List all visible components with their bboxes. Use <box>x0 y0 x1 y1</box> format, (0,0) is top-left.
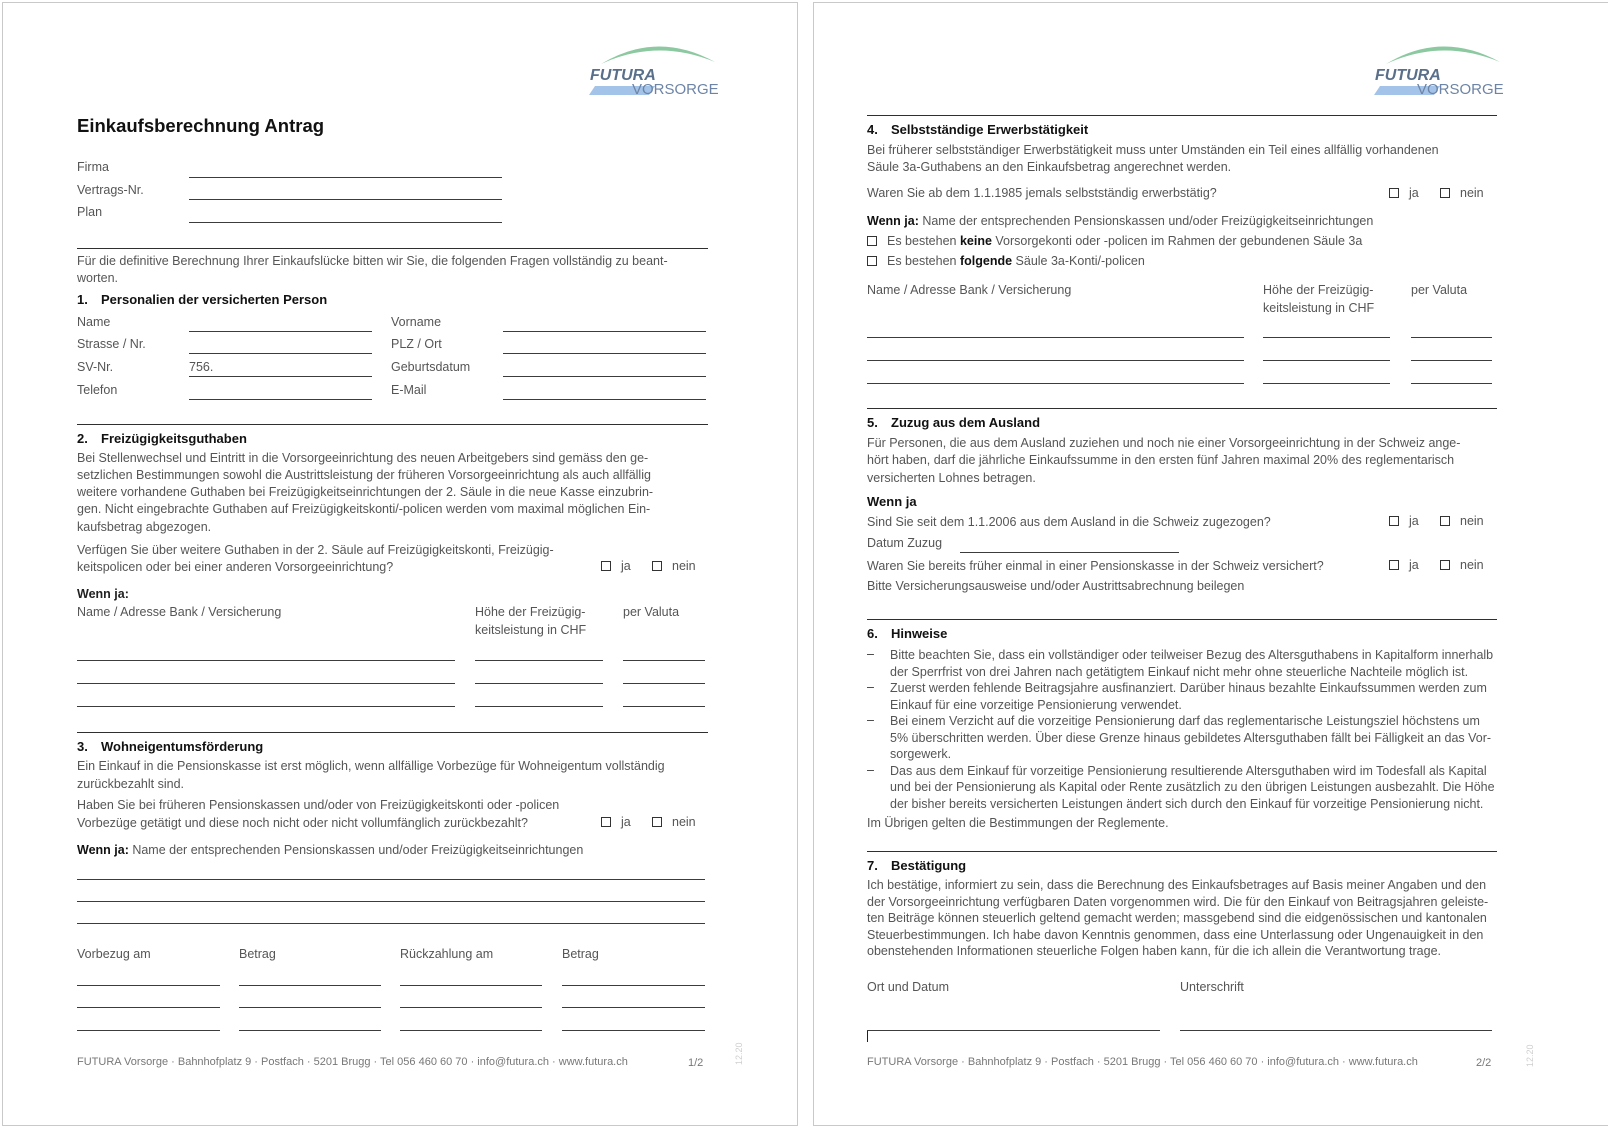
checkbox[interactable] <box>601 561 611 571</box>
s2-name-field[interactable] <box>77 683 455 684</box>
logo-arc <box>601 46 715 64</box>
label-strasse: Strasse / Nr. <box>77 337 146 351</box>
s5-text-line: hört haben, darf die jährliche Einkaufssumme in den ersten fünf Jahren maximal 20% des reglementarisch <box>867 453 1455 467</box>
page-number: 1/2 <box>688 1057 704 1069</box>
hinweis-closing: Im Übrigen gelten die Bestimmungen der Reglemente. <box>867 816 1169 830</box>
label-email: E-Mail <box>391 383 427 397</box>
s2-text-line: kaufsbetrag abgezogen. <box>77 520 212 534</box>
section-rule <box>77 732 708 733</box>
s5-wenn-ja: Wenn ja <box>867 494 917 509</box>
sv-nr-value: 756. <box>189 360 214 374</box>
bullet-dash: – <box>867 763 874 777</box>
futura-logo <box>1372 40 1512 100</box>
s2-name-field[interactable] <box>77 660 455 661</box>
page-title: Einkaufsberechnung Antrag <box>77 115 325 136</box>
s3-betrag-2-field[interactable] <box>562 985 705 986</box>
form-code: 12.20 <box>1525 1044 1535 1067</box>
s4-hoehe-field[interactable] <box>1263 360 1390 361</box>
s2-col-valuta: per Valuta <box>623 605 680 619</box>
intro-text: Für die definitive Berechnung Ihrer Einkaufslücke bitten wir Sie, die folgenden Fragen vollständig zu beant- <box>77 254 668 268</box>
section-rule <box>867 619 1497 620</box>
plz-ort-field[interactable] <box>503 353 706 354</box>
label-ort-datum: Ort und Datum <box>867 980 949 994</box>
section-7-heading: 7. Bestätigung <box>867 858 967 873</box>
s2-ja-option[interactable]: ja <box>601 559 631 573</box>
s7-text-line: obenstehenden Informationen steuerliche Folgen haben kann, für die ich allein die Verantwortung trage. <box>867 944 1441 958</box>
s5-q2-nein-option[interactable]: nein <box>1440 558 1484 572</box>
s3-question: Haben Sie bei früheren Pensionskassen und/oder von Freizügigkeitskonti oder -policen <box>77 798 560 812</box>
label-geburtsdatum: Geburtsdatum <box>391 360 471 374</box>
s2-nein-option[interactable]: nein <box>652 559 696 573</box>
bullet-dash: – <box>867 680 874 694</box>
s2-text-line: setzlichen Bestimmungen sowohl die Austrittsleistung der früheren Vorsorgeeinrichtung als auch allfällig <box>77 468 651 482</box>
s2-text-line: gen. Nicht eingebrachte Guthaben auf Freizügigkeitskonti/-policen werden vom maximal möglichen Ein- <box>77 502 651 516</box>
hinweis-line: Das aus dem Einkauf für vorzeitige Pensionierung resultierende Altersguthaben wird im Todesfall als Kapital <box>890 764 1487 778</box>
hinweis-line: der bisher bereits versicherten Leistungen ändert sich durch den Einkauf für vorzeitige Pensionierung nicht. <box>890 797 1484 811</box>
section-6-heading: 6. Hinweise <box>867 626 948 641</box>
s2-question-cont: keitspolicen oder bei einer anderen Vorsorgeeinrichtung? <box>77 560 394 574</box>
s4-question: Waren Sie ab dem 1.1.1985 jemals selbstständig erwerbstätig? <box>867 186 1217 200</box>
section-rule <box>867 115 1497 116</box>
section-1-heading: 1. Personalien der versicherten Person <box>77 292 328 307</box>
bullet-dash: – <box>867 647 874 661</box>
s3-betrag-2-field[interactable] <box>562 1007 705 1008</box>
hinweis-line: Einkauf für eine vorzeitige Pensionierung verwendet. <box>890 698 1182 712</box>
s4-col-hoehe: Höhe der Freizügig- <box>1263 283 1374 297</box>
s2-hoehe-field[interactable] <box>475 706 603 707</box>
s3-name-field[interactable] <box>77 923 705 924</box>
footer-address: FUTURA Vorsorge · Bahnhofplatz 9 · Postfach · 5201 Brugg · Tel 056 460 60 70 · info@futura.ch · www.futura.ch <box>77 1056 628 1068</box>
s4-valuta-field[interactable] <box>1411 383 1492 384</box>
checkbox[interactable] <box>601 817 611 827</box>
s7-text-line: der Vorsorgeeinrichtung verfügbaren Daten vorgenommen wird. Die für den Einkauf von Beitragsjahren geleiste- <box>867 895 1489 909</box>
section-rule <box>77 248 708 249</box>
s3-vorbezug-field[interactable] <box>77 985 220 986</box>
s3-text-line: zurückbezahlt sind. <box>77 777 185 791</box>
hinweis-line: Zuerst werden fehlende Beitragsjahre ausfinanziert. Darüber hinaus bezahlte Einkaufssummen werden zum <box>890 681 1487 695</box>
plan-field[interactable] <box>189 222 502 223</box>
s3-betrag-2-field[interactable] <box>562 1030 705 1031</box>
datum-zuzug-field[interactable] <box>960 552 1179 553</box>
s3-ja-option[interactable]: ja <box>601 815 631 829</box>
intro-text-cont: worten. <box>77 271 118 285</box>
s4-hoehe-field[interactable] <box>1263 383 1390 384</box>
s5-q1-nein-option[interactable]: nein <box>1440 514 1484 528</box>
vertrags-nr-field[interactable] <box>189 199 502 200</box>
text-cursor <box>867 1031 868 1042</box>
label-telefon: Telefon <box>77 383 118 397</box>
s4-text-line: Säule 3a-Guthabens an den Einkaufsbetrag angerechnet werden. <box>867 160 1232 174</box>
checkbox[interactable] <box>652 561 662 571</box>
checkbox[interactable] <box>1389 188 1399 198</box>
s5-q1-ja-option[interactable]: ja <box>1389 514 1419 528</box>
s7-text-line: Ich bestätige, informiert zu sein, dass die Berechnung des Einkaufsbetrages auf Basis meiner Angaben und den <box>867 878 1487 892</box>
s3-betrag-field[interactable] <box>239 985 381 986</box>
checkbox[interactable] <box>652 817 662 827</box>
checkbox[interactable] <box>1389 516 1399 526</box>
unterschrift-field[interactable] <box>1180 1030 1492 1031</box>
checkbox[interactable] <box>1389 560 1399 570</box>
checkbox[interactable] <box>1440 188 1450 198</box>
s5-q2-ja-option[interactable]: ja <box>1389 558 1419 572</box>
s3-vorbezug-field[interactable] <box>77 1007 220 1008</box>
section-2-heading: 2. Freizügigkeitsguthaben <box>77 431 247 446</box>
logo-sub: VORSORGE <box>1417 81 1504 98</box>
s4-option-folgende[interactable]: Es bestehen folgende Säule 3a-Konti/-policen <box>867 254 1145 268</box>
footer-address: FUTURA Vorsorge · Bahnhofplatz 9 · Postfach · 5201 Brugg · Tel 056 460 60 70 · info@futura.ch · www.futura.ch <box>867 1056 1418 1068</box>
s2-valuta-field[interactable] <box>623 683 705 684</box>
section-rule <box>867 408 1497 409</box>
form-page-2 <box>813 2 1608 1126</box>
s3-rueckzahlung-field[interactable] <box>400 1007 542 1008</box>
hinweis-line: Bei einem Verzicht auf die vorzeitige Pensionierung darf das reglementarische Leistungsziel höchstens um <box>890 714 1480 728</box>
hinweis-line: und bei der Pensionierung als Kapital oder Rente zusätzlich zu den übrigen Leistungen ausbezahlt. Die Höhe <box>890 780 1495 794</box>
telefon-field[interactable] <box>189 399 372 400</box>
s2-hoehe-field[interactable] <box>475 660 603 661</box>
logo-brand: FUTURA <box>1375 67 1441 84</box>
s3-col-betrag: Betrag <box>239 947 276 961</box>
section-rule <box>77 424 708 425</box>
s3-vorbezug-field[interactable] <box>77 1030 220 1031</box>
s3-rueckzahlung-field[interactable] <box>400 985 542 986</box>
s5-question-2: Waren Sie bereits früher einmal in einer Pensionskasse in der Schweiz versichert? <box>867 559 1324 573</box>
s3-name-field[interactable] <box>77 901 705 902</box>
s2-text-line: Bei Stellenwechsel und Eintritt in die Vorsorgeeinrichtung des neuen Arbeitgebers sind gemäss den ge- <box>77 451 649 465</box>
s4-name-field[interactable] <box>867 360 1244 361</box>
s3-rueckzahlung-field[interactable] <box>400 1030 542 1031</box>
s2-name-field[interactable] <box>77 706 455 707</box>
s4-option-keine[interactable]: Es bestehen keine Vorsorgekonti oder -policen im Rahmen der gebundenen Säule 3a <box>867 234 1362 248</box>
strasse-field[interactable] <box>189 353 372 354</box>
page-number: 2/2 <box>1476 1057 1492 1069</box>
s3-betrag-field[interactable] <box>239 1030 381 1031</box>
s3-text-line: Ein Einkauf in die Pensionskasse ist erst möglich, wenn allfällige Vorbezüge für Wohneigentum vollständig <box>77 759 665 773</box>
checkbox[interactable] <box>867 256 877 266</box>
s3-betrag-field[interactable] <box>239 1007 381 1008</box>
s5-text-line: Für Personen, die aus dem Ausland zuziehen und noch nie einer Vorsorgeeinrichtung in der Schweiz ange- <box>867 436 1461 450</box>
sv-nr-field[interactable] <box>189 376 372 377</box>
label-firma: Firma <box>77 160 109 174</box>
s4-hoehe-field[interactable] <box>1263 337 1390 338</box>
s7-text-line: Steuerbestimmungen. Ich habe davon Kenntnis genommen, dass eine Unterlassung oder Ungenauigkeit in den <box>867 928 1484 942</box>
futura-logo <box>587 40 727 100</box>
firma-field[interactable] <box>189 177 502 178</box>
section-rule <box>867 851 1497 852</box>
s2-col-hoehe-cont: keitsleistung in CHF <box>475 623 587 637</box>
logo-brand: FUTURA <box>590 67 656 84</box>
s7-text-line: ten Beiträge können steuerlich geltend gemacht werden; massgebend sind die eidgenössischen und kantonalen <box>867 911 1487 925</box>
label-name: Name <box>77 315 111 329</box>
geburtsdatum-field[interactable] <box>503 376 706 377</box>
logo-sub: VORSORGE <box>632 81 719 98</box>
hinweis-line: sorgewerk. <box>890 747 952 761</box>
s4-col-name: Name / Adresse Bank / Versicherung <box>867 283 1072 297</box>
section-5-heading: 5. Zuzug aus dem Ausland <box>867 415 1041 430</box>
s2-hoehe-field[interactable] <box>475 683 603 684</box>
s5-text-line: versicherten Lohnes betragen. <box>867 471 1036 485</box>
s4-valuta-field[interactable] <box>1411 360 1492 361</box>
ort-datum-field[interactable] <box>867 1030 1160 1031</box>
s4-col-hoehe-cont: keitsleistung in CHF <box>1263 301 1375 315</box>
label-vorname: Vorname <box>391 315 442 329</box>
label-plan: Plan <box>77 205 103 219</box>
bullet-dash: – <box>867 713 874 727</box>
hinweis-line: 5% überschritten werden. Über diese Grenze hinaus gebildetes Altersguthaben fällt bei Fälligkeit an das Vor- <box>890 731 1492 745</box>
s3-question-cont: Vorbezüge getätigt und diese noch nicht oder nicht vollumfänglich zurückbezahlt? <box>77 816 528 830</box>
s3-nein-option[interactable]: nein <box>652 815 696 829</box>
checkbox[interactable] <box>867 236 877 246</box>
form-code: 12.20 <box>734 1042 744 1065</box>
s3-col-rueckzahlung: Rückzahlung am <box>400 947 494 961</box>
s3-wenn-ja-line: Wenn ja: Name der entsprechenden Pensionskassen und/oder Freizügigkeitseinrichtungen <box>77 843 584 857</box>
s2-text-line: weitere vorhandene Guthaben bei Freizügigkeitseinrichtungen der 2. Säule in die neue Kasse einzubrin- <box>77 485 654 499</box>
s3-col-vorbezug: Vorbezug am <box>77 947 151 961</box>
label-unterschrift: Unterschrift <box>1180 980 1244 994</box>
form-page-1 <box>2 2 798 1126</box>
s3-name-field[interactable] <box>77 879 705 880</box>
logo-arc <box>1386 46 1500 64</box>
email-field[interactable] <box>503 399 706 400</box>
label-datum-zuzug: Datum Zuzug <box>867 536 943 550</box>
checkbox[interactable] <box>1440 516 1450 526</box>
s2-valuta-field[interactable] <box>623 706 705 707</box>
hinweis-line: der Sperrfrist von drei Jahren nach getätigtem Einkauf nicht mehr ohne steuerliche Nachteile möglich ist. <box>890 665 1469 679</box>
s2-wenn-ja: Wenn ja: <box>77 587 129 601</box>
s5-question-1: Sind Sie seit dem 1.1.2006 aus dem Ausland in die Schweiz zugezogen? <box>867 515 1271 529</box>
s4-valuta-field[interactable] <box>1411 337 1492 338</box>
checkbox[interactable] <box>1440 560 1450 570</box>
vorname-field[interactable] <box>503 331 706 332</box>
s5-note: Bitte Versicherungsausweise und/oder Austrittsabrechnung beilegen <box>867 579 1245 593</box>
s4-ja-option[interactable]: ja <box>1389 186 1419 200</box>
section-4-heading: 4. Selbstständige Erwerbstätigkeit <box>867 122 1089 137</box>
label-plz-ort: PLZ / Ort <box>391 337 442 351</box>
name-field[interactable] <box>189 331 372 332</box>
label-vertrags-nr: Vertrags-Nr. <box>77 183 144 197</box>
s2-col-hoehe: Höhe der Freizügig- <box>475 605 586 619</box>
s2-question: Verfügen Sie über weitere Guthaben in der 2. Säule auf Freizügigkeitskonti, Freizügig- <box>77 543 554 557</box>
s4-name-field[interactable] <box>867 337 1244 338</box>
s3-col-betrag-2: Betrag <box>562 947 599 961</box>
label-sv-nr: SV-Nr. <box>77 360 114 374</box>
s2-valuta-field[interactable] <box>623 660 705 661</box>
s4-name-field[interactable] <box>867 383 1244 384</box>
s4-col-valuta: per Valuta <box>1411 283 1468 297</box>
s4-nein-option[interactable]: nein <box>1440 186 1484 200</box>
s2-col-name: Name / Adresse Bank / Versicherung <box>77 605 282 619</box>
s4-wenn-ja-line: Wenn ja: Name der entsprechenden Pensionskassen und/oder Freizügigkeitseinrichtungen <box>867 214 1374 228</box>
s4-text-line: Bei früherer selbstständiger Erwerbstätigkeit muss unter Umständen ein Teil eines allfällig vorhandenen <box>867 143 1439 157</box>
section-3-heading: 3. Wohneigentumsförderung <box>77 739 264 754</box>
hinweis-line: Bitte beachten Sie, dass ein vollständiger oder teilweiser Bezug des Altersguthabens in Kapitalform innerhalb <box>890 648 1494 662</box>
